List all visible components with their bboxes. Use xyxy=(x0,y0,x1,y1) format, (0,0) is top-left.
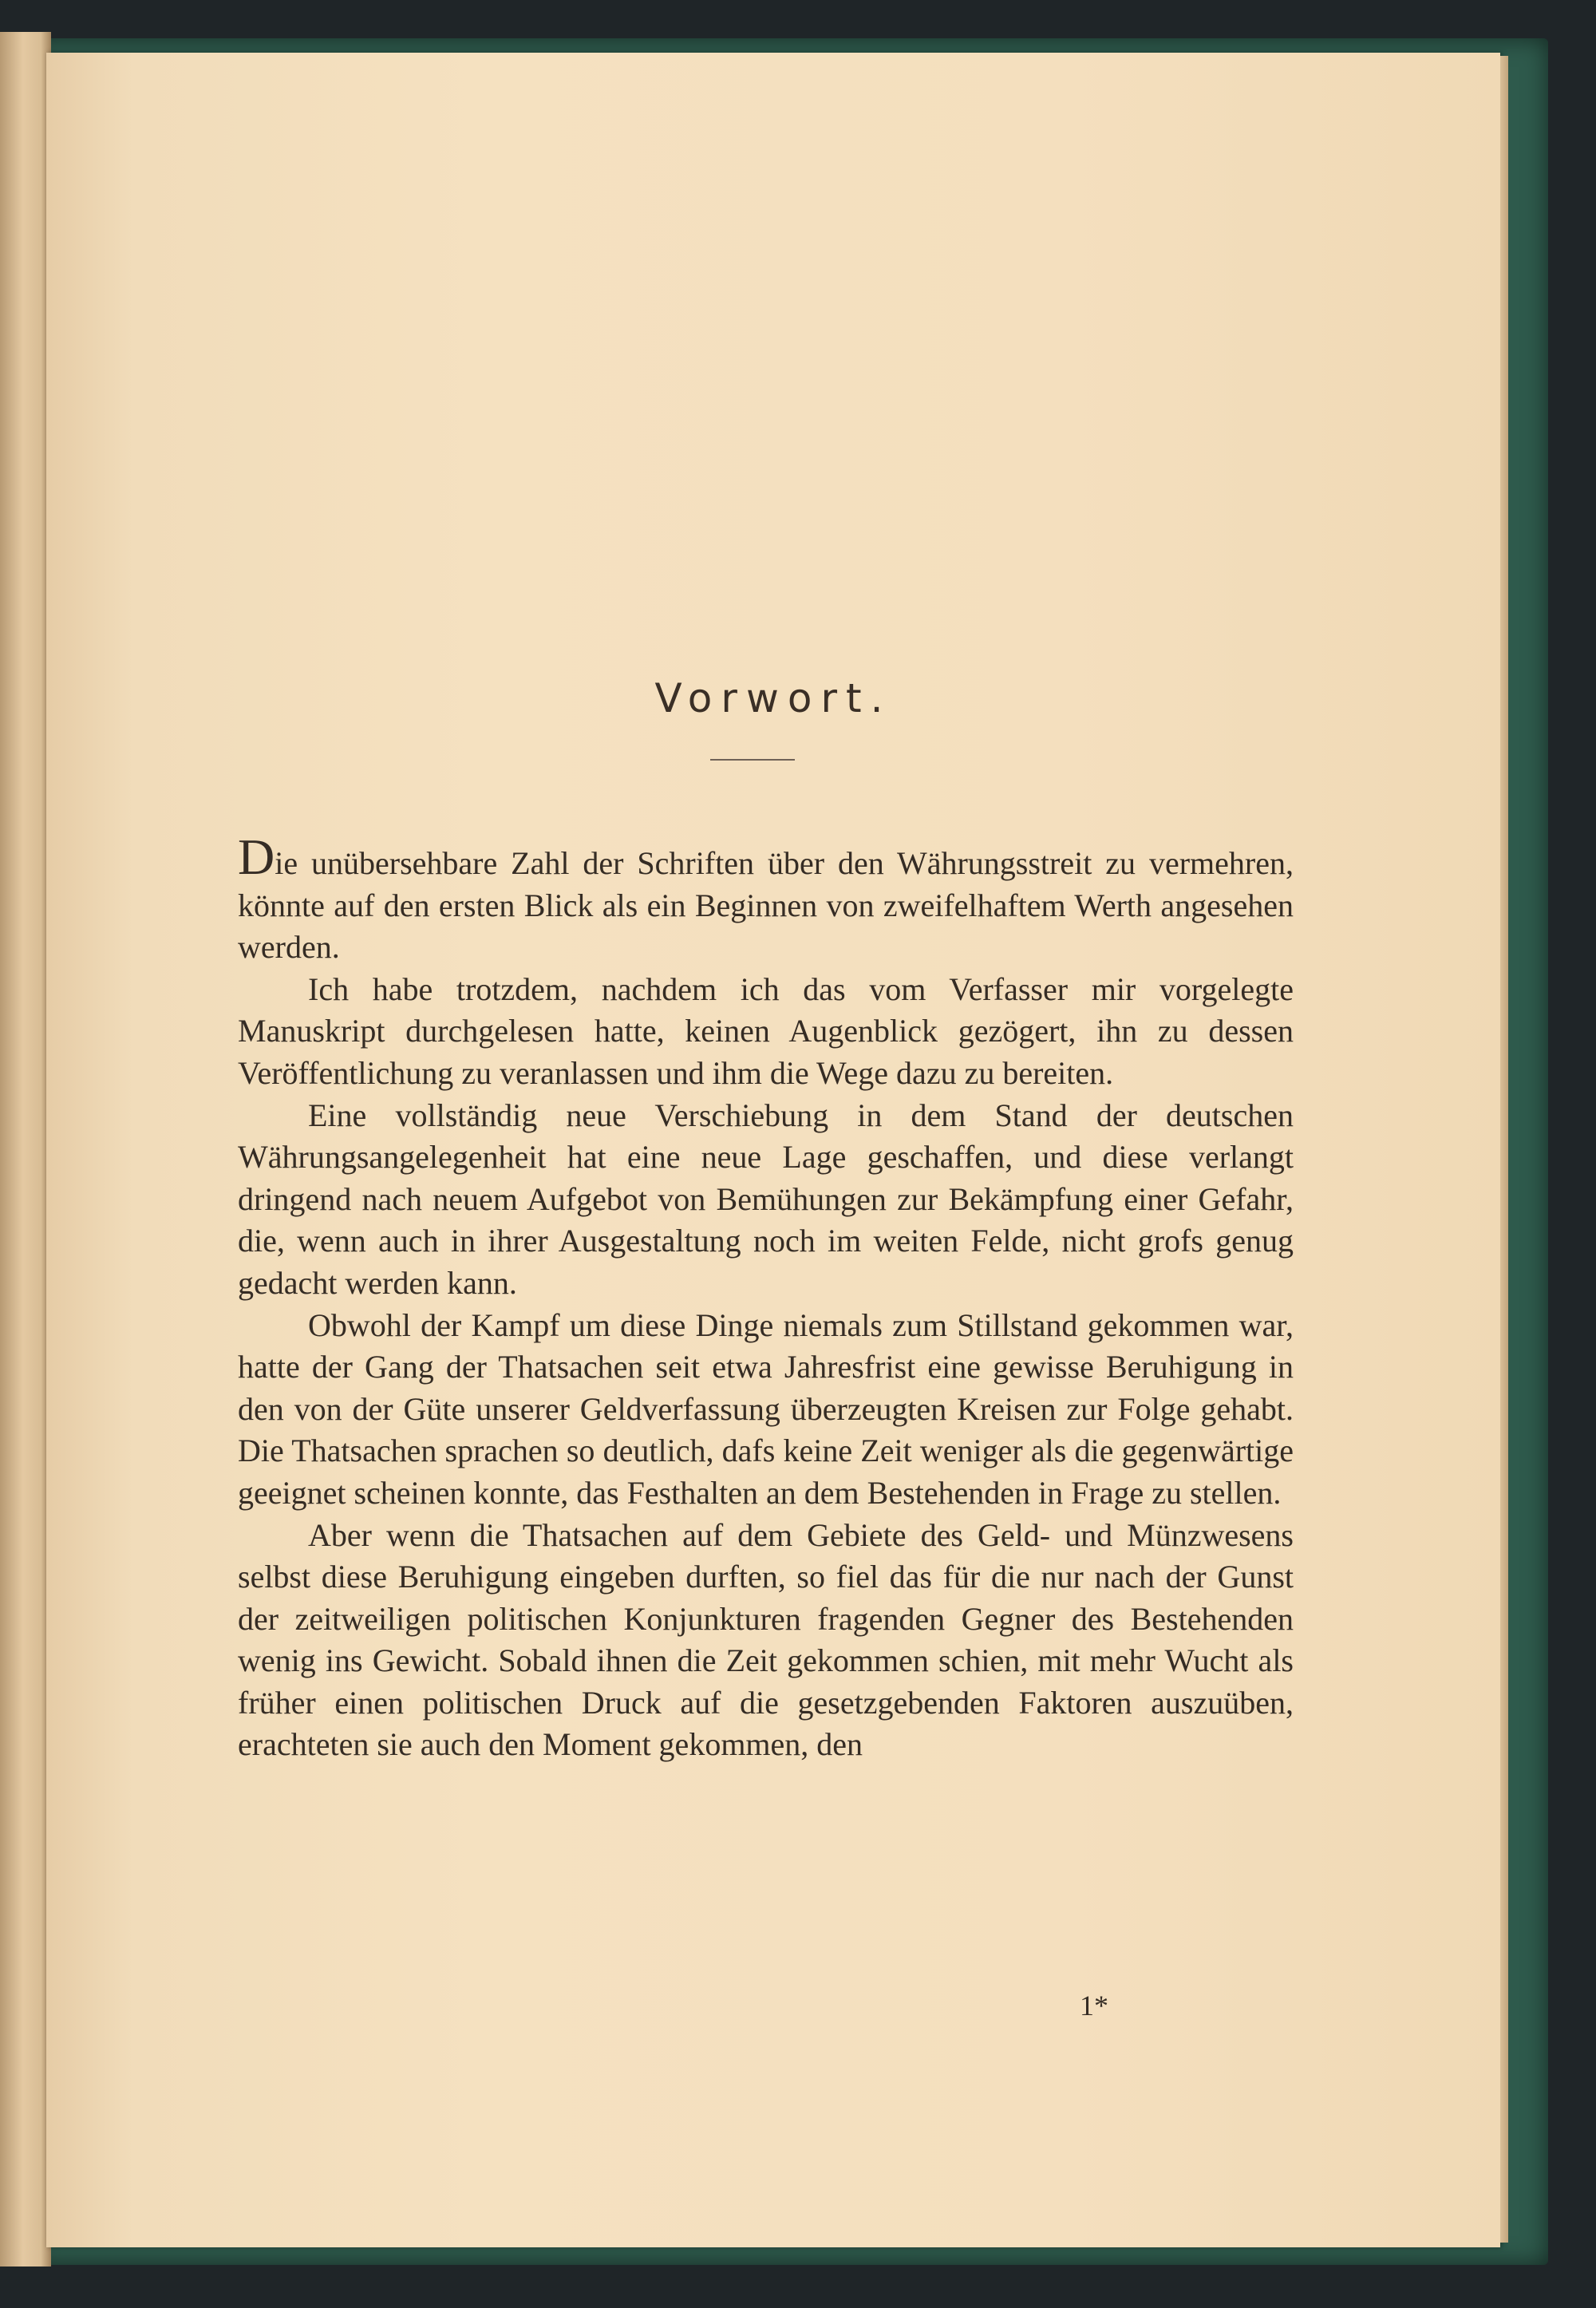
drop-cap: D xyxy=(238,828,275,885)
page-fore-edge xyxy=(1500,56,1508,2243)
book-page xyxy=(46,53,1500,2247)
title-rule xyxy=(710,759,795,761)
previous-page-edge xyxy=(0,32,51,2267)
paragraph-1-text: ie unübersehbare Zahl der Schriften über den Währungsstreit zu vermehren, könnte auf den ersten Blick als ein Beginnen von zweifelhaftem Werth angesehen werden. xyxy=(238,845,1294,966)
paragraph-5: Aber wenn die Thatsachen auf dem Gebiete des Geld- und Münzwesens selbst diese Beruhigung eingeben durften, so fiel das für die nur nach der Gunst der zeitweiligen politischen Konjunkturen fragenden Gegner des Bestehenden wenig ins Gewicht. Sobald ihnen die Zeit gekommen schien, mit mehr Wucht als früher einen politischen Druck auf die gesetzgebenden Faktoren auszuüben, erachteten sie auch den Moment gekommen, den xyxy=(238,1516,1294,1763)
signature-mark: 1* xyxy=(1080,1990,1108,2021)
paragraph-3: Eine vollständig neue Verschiebung in dem Stand der deutschen Währungsangelegenheit hat eine neue Lage geschaffen, und diese verlangt dringend nach neuem Aufgebot von Bemühungen zur Bekämpfung einer Gefahr, die, wenn auch in ihrer Ausgestaltung noch im weiten Felde, nicht grofs genug gedacht werden kann. xyxy=(238,1097,1294,1301)
paragraph-4: Obwohl der Kampf um diese Dinge niemals zum Stillstand gekommen war, hatte der Gang der Thatsachen seit etwa Jahresfrist eine gewisse Beruhigung in den von der Güte unserer Geldverfassung überzeugten Kreisen zur Folge gehabt. Die Thatsachen sprachen so deutlich, dafs keine Zeit weniger als die gegenwärtige geeignet scheinen konnte, das Festhalten an dem Bestehenden in Frage zu stellen. xyxy=(238,1306,1294,1511)
page-title: Vorwort. xyxy=(654,675,892,721)
body-text xyxy=(238,828,1294,1766)
paragraph-2: Ich habe trotzdem, nachdem ich das vom Verfasser mir vorgelegte Manuskript durchgelesen hatte, keinen Augenblick gezögert, ihn zu dessen Veröffentlichung zu veranlassen und ihm die Wege dazu zu bereiten. xyxy=(238,970,1294,1091)
paragraph-1 xyxy=(238,828,1294,969)
